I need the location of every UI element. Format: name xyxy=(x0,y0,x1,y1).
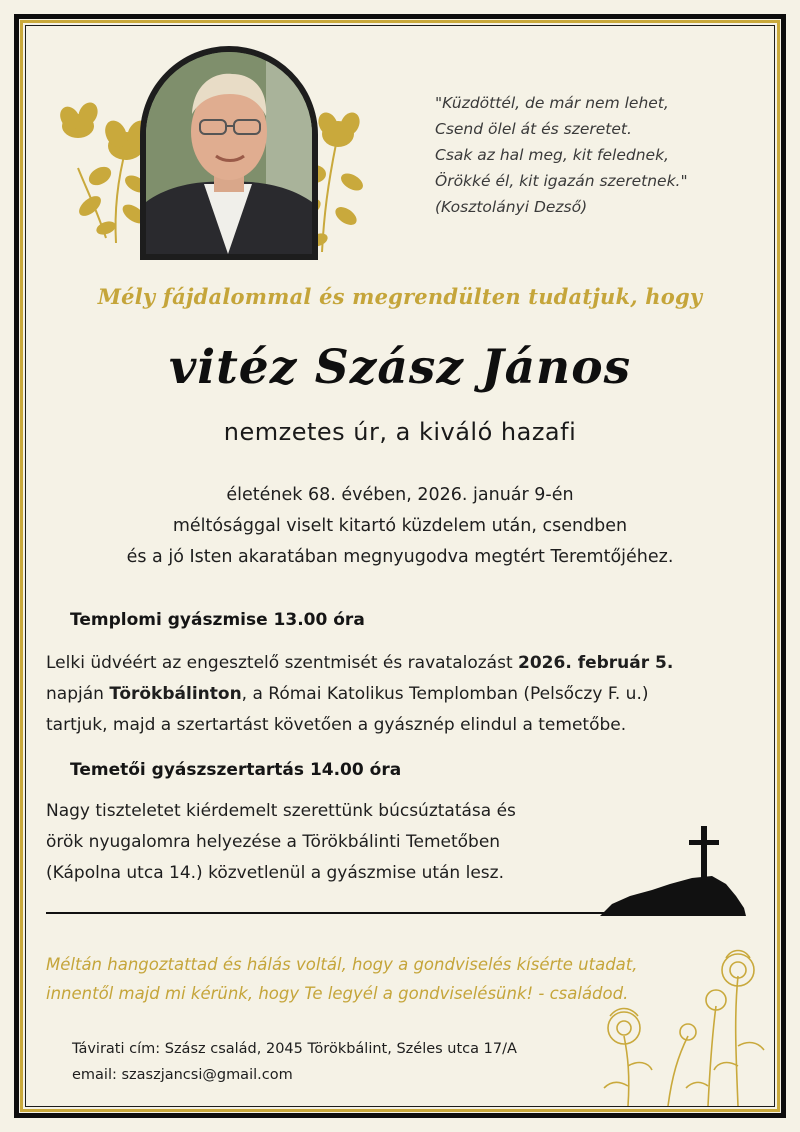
burial-paragraph xyxy=(46,796,516,889)
quote-line: Csak az hal meg, kit felednek, xyxy=(435,146,669,164)
mass-text: Lelki üdvéért az engesztelő szentmisét és ravatalozást xyxy=(46,653,519,673)
cross-on-hill-icon xyxy=(600,824,746,920)
contact-email: email: szaszjancsi@gmail.com xyxy=(72,1067,293,1083)
closing-line: innentől majd mi kérünk, hogy Te legyél a gondviselésünk! - családod. xyxy=(46,984,629,1003)
quote-line: Csend ölel át és szeretet. xyxy=(435,120,632,138)
mass-date: 2026. február 5. xyxy=(518,653,674,673)
mass-text: napján xyxy=(46,684,110,704)
deceased-title: nemzetes úr, a kiváló hazafi xyxy=(223,418,577,446)
burial-line: Nagy tiszteletet kiérdemelt szerettünk búcsúztatása és xyxy=(46,801,516,821)
gold-flower-icon xyxy=(588,936,774,1108)
mass-line xyxy=(46,648,673,679)
announcement-line: méltósággal viselt kitartó küzdelem után, csendben xyxy=(172,516,628,536)
portrait-photo xyxy=(146,52,312,254)
deceased-name: vitéz Szász János xyxy=(168,340,632,395)
quote-line: Örökké él, kit igazán szeretnek." xyxy=(435,172,688,190)
mass-line: tartjuk, majd a szertartást követően a gyásznép elindul a temetőbe. xyxy=(46,715,627,735)
announcement-line: életének 68. évében, 2026. január 9-én xyxy=(226,485,574,505)
announcement xyxy=(0,480,800,573)
divider-line xyxy=(46,912,742,914)
quote-line: "Küzdöttél, de már nem lehet, xyxy=(435,94,669,112)
closing-line: Méltán hangoztattad és hálás voltál, hogy a gondviselés kísérte utadat, xyxy=(46,955,638,974)
intro-line: Mély fájdalommal és megrendülten tudatjuk, hogy xyxy=(97,284,703,309)
portrait-illustration xyxy=(146,52,312,254)
mass-text: , a Római Katolikus Templomban (Pelsőczy F. u.) xyxy=(241,684,649,704)
mass-paragraph xyxy=(46,648,673,741)
announcement-line: és a jó Isten akaratában megnyugodva megtért Teremtőjéhez. xyxy=(126,547,674,567)
contact-address: Távirati cím: Szász család, 2045 Törökbálint, Széles utca 17/A xyxy=(72,1041,517,1057)
mass-line xyxy=(46,679,673,710)
burial-line: örök nyugalomra helyezése a Törökbálinti Temetőben xyxy=(46,832,501,852)
burial-line: (Kápolna utca 14.) közvetlenül a gyászmise után lesz. xyxy=(46,863,504,883)
burial-heading: Temetői gyászszertartás 14.00 óra xyxy=(70,760,402,780)
quote-author: (Kosztolányi Dezső) xyxy=(435,198,588,216)
contact-info xyxy=(72,1036,517,1088)
mass-heading: Templomi gyászmise 13.00 óra xyxy=(70,610,365,630)
poem-quote xyxy=(435,90,765,220)
mass-location: Törökbálinton xyxy=(109,684,242,704)
portrait-frame xyxy=(140,46,318,260)
